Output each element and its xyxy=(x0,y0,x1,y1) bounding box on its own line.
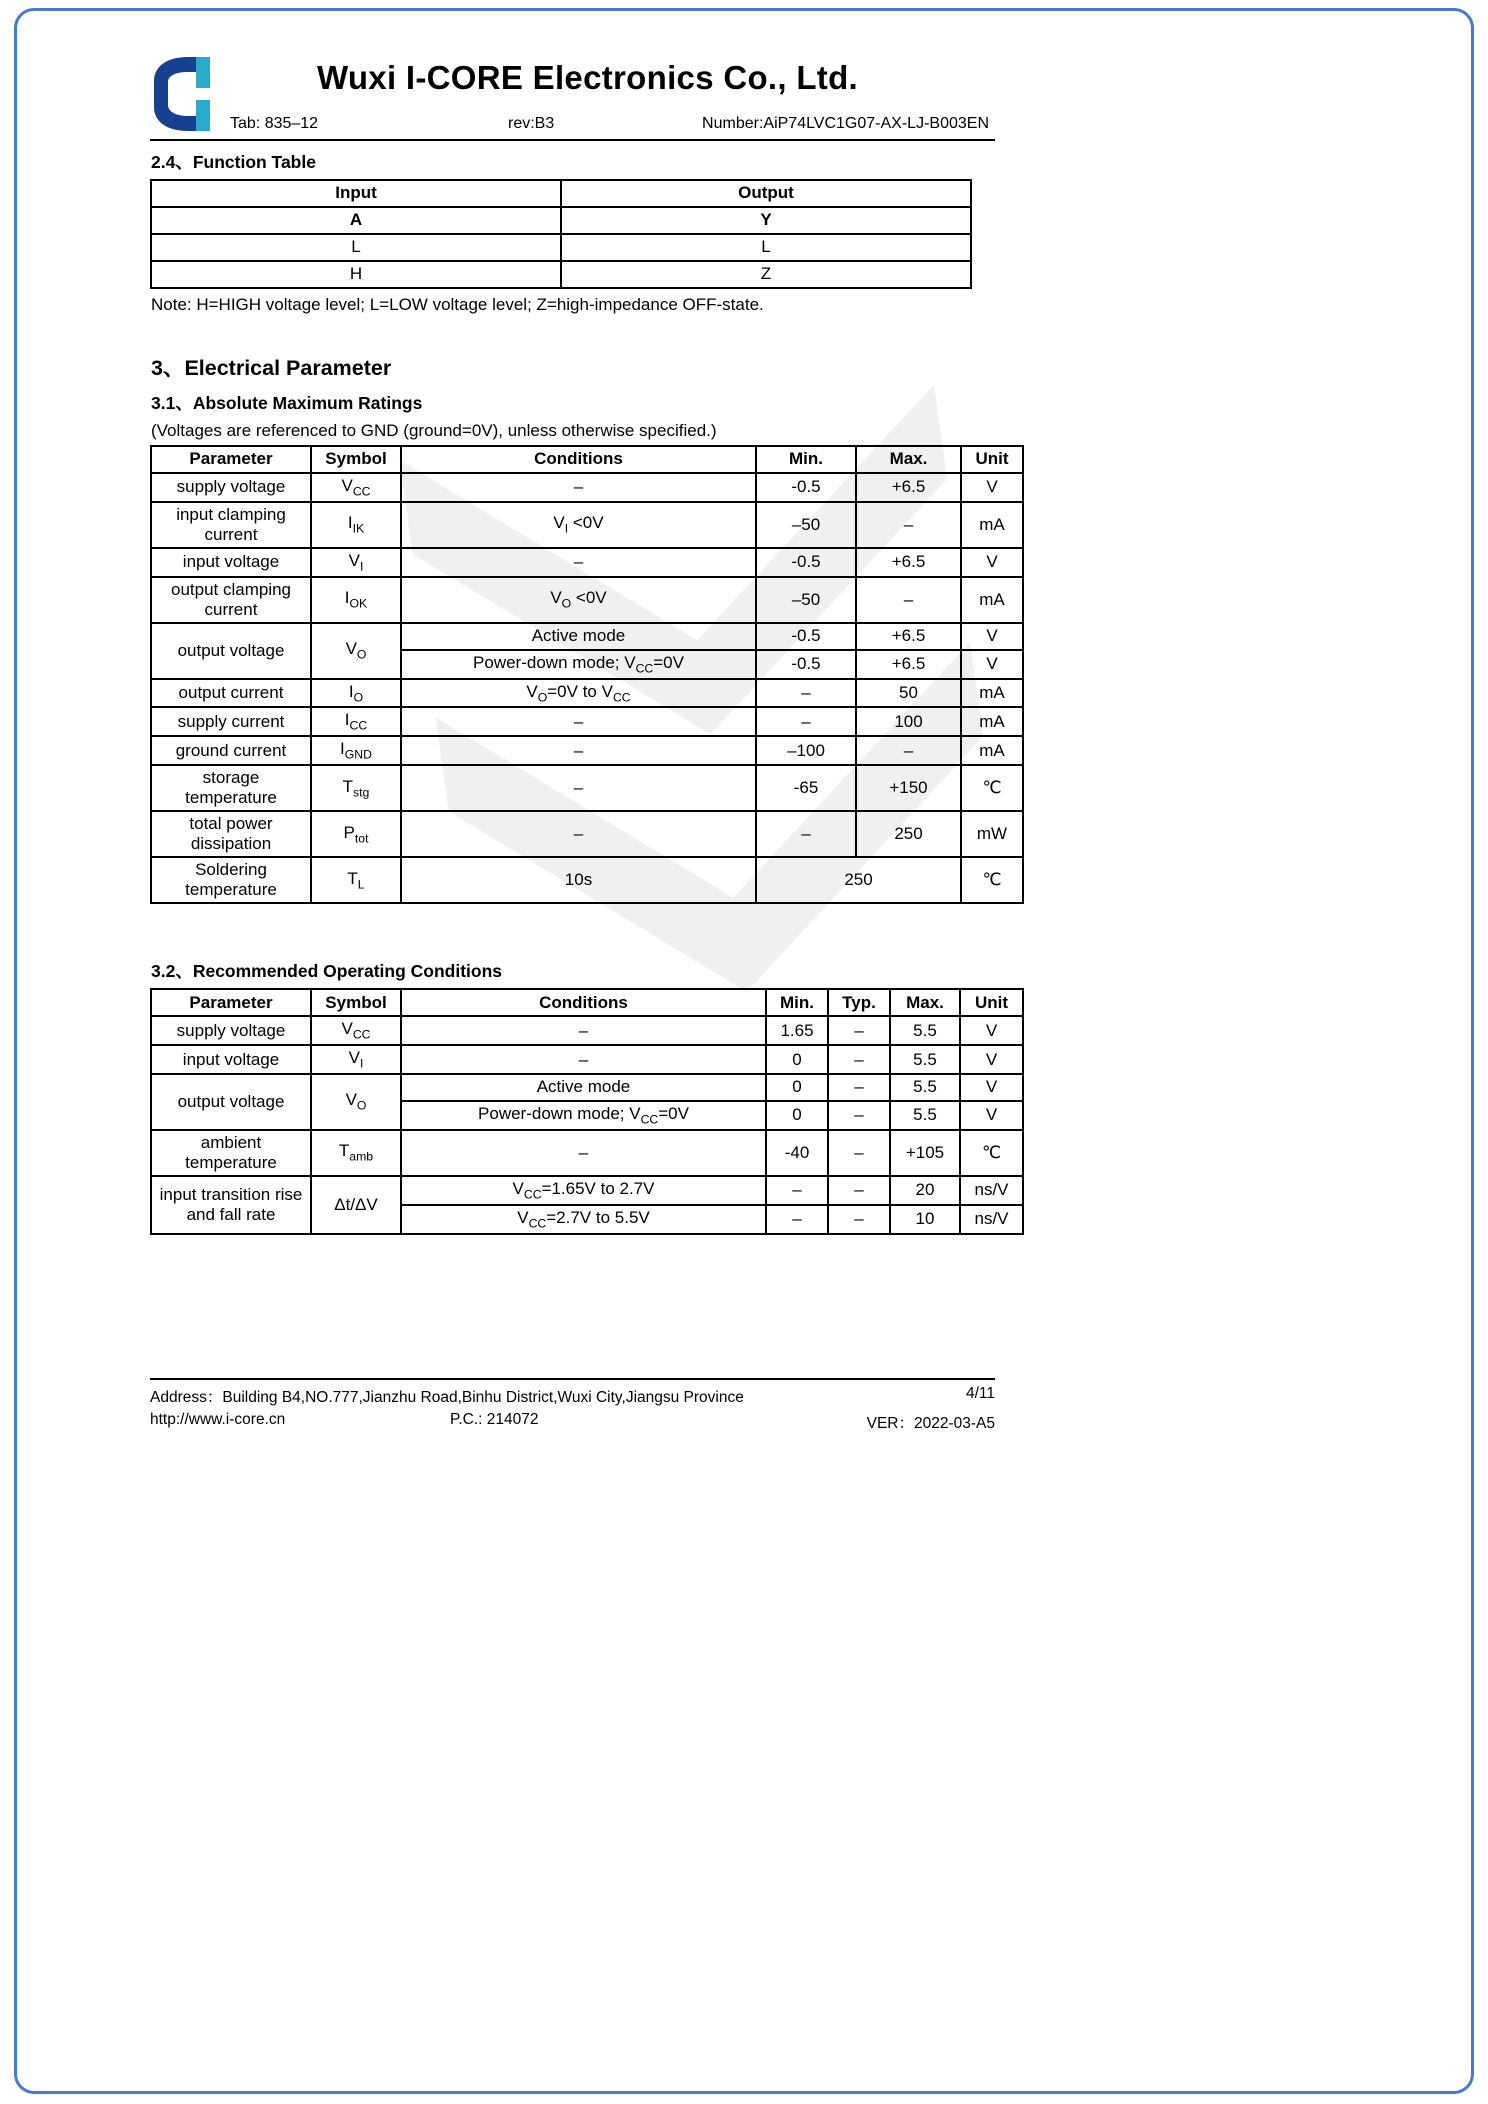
table-cell: – xyxy=(401,1130,766,1176)
table-cell: V xyxy=(960,1101,1023,1130)
table-row xyxy=(151,1176,1023,1205)
footer-address: Address：Building B4,NO.777,Jianzhu Road,Binhu District,Wuxi City,Jiangsu Province xyxy=(150,1389,744,1406)
table-cell: – xyxy=(828,1101,890,1130)
table-cell: +6.5 xyxy=(856,650,961,679)
table-cell: 10s xyxy=(401,857,756,903)
absolute-maximum-ratings-table xyxy=(150,445,1024,904)
table-cell: output clamping current xyxy=(151,577,311,623)
table-cell: $V_{CC}=1.65V$ to 2.7V xyxy=(401,1176,766,1205)
table-cell: +150 xyxy=(856,765,961,811)
table-cell: – xyxy=(828,1130,890,1176)
table-cell: -40 xyxy=(766,1130,828,1176)
table-cell: Power-down mode; $V_{CC}=0V$ xyxy=(401,1101,766,1130)
table-cell: input voltage xyxy=(151,1045,311,1074)
table-cell: +6.5 xyxy=(856,473,961,502)
table-cell: output voltage xyxy=(151,623,311,679)
doc-rev: rev:B3 xyxy=(508,115,555,132)
column-header: Max. xyxy=(890,989,960,1016)
table-row xyxy=(151,811,1023,857)
table-cell: –50 xyxy=(756,502,856,548)
table-cell: input clamping current xyxy=(151,502,311,548)
table-cell: $I_O$ xyxy=(311,679,401,708)
table-row xyxy=(151,473,1023,502)
table-cell: Input xyxy=(151,180,561,207)
table-row xyxy=(151,1045,1023,1074)
table-row xyxy=(151,577,1023,623)
table-cell: 20 xyxy=(890,1176,960,1205)
function-table xyxy=(150,179,972,289)
table-cell: -0.5 xyxy=(756,548,856,577)
table-cell: -65 xyxy=(756,765,856,811)
table-cell: $V_I$ xyxy=(311,1045,401,1074)
table-cell: – xyxy=(401,548,756,577)
table-cell: $I_{GND}$ xyxy=(311,736,401,765)
table-cell: V xyxy=(961,623,1023,650)
table-cell: – xyxy=(401,811,756,857)
table-row xyxy=(151,1074,1023,1101)
footer-version: VER：2022-03-A5 xyxy=(866,1415,995,1432)
column-header: Conditions xyxy=(401,446,756,473)
doc-tab: Tab: 835–12 xyxy=(230,115,319,132)
table-cell: 250 xyxy=(756,857,961,903)
table-cell: L xyxy=(151,234,561,261)
table-cell: mA xyxy=(961,707,1023,736)
table-cell: input transition rise and fall rate xyxy=(151,1176,311,1234)
table-cell: – xyxy=(856,502,961,548)
table-cell: – xyxy=(401,473,756,502)
table-cell: 0 xyxy=(766,1074,828,1101)
table-row xyxy=(151,502,1023,548)
table-cell: $T_{stg}$ xyxy=(311,765,401,811)
table-cell: $V_{CC}=2.7V$ to 5.5V xyxy=(401,1205,766,1234)
table-cell: 1.65 xyxy=(766,1016,828,1045)
table-cell: Active mode xyxy=(401,1074,766,1101)
table-cell: Δt/ΔV xyxy=(311,1176,401,1234)
table-cell: V xyxy=(961,548,1023,577)
table-cell: – xyxy=(828,1205,890,1234)
column-header: Symbol xyxy=(311,989,401,1016)
table-cell: Power-down mode; $V_{CC}=0V$ xyxy=(401,650,756,679)
table-cell: 5.5 xyxy=(890,1101,960,1130)
table-cell: $V_I$ xyxy=(311,548,401,577)
table-cell: V xyxy=(960,1074,1023,1101)
table-cell: – xyxy=(766,1205,828,1234)
table-cell: 50 xyxy=(856,679,961,708)
table-cell: V xyxy=(960,1016,1023,1045)
table-cell: – xyxy=(828,1045,890,1074)
table-cell: ℃ xyxy=(961,765,1023,811)
table-cell: – xyxy=(856,577,961,623)
table-cell: $V_O=0V$ to $V_{CC}$ xyxy=(401,679,756,708)
table-cell: – xyxy=(756,679,856,708)
table-cell: mA xyxy=(961,502,1023,548)
section-title-function-table: 2.4、Function Table xyxy=(151,152,316,172)
table-cell: 100 xyxy=(856,707,961,736)
amr-note: (Voltages are referenced to GND (ground=0V), unless otherwise specified.) xyxy=(151,421,717,440)
company-name: Wuxi I-CORE Electronics Co., Ltd. xyxy=(316,59,858,96)
document-footer xyxy=(150,1378,995,1433)
table-cell: 0 xyxy=(766,1101,828,1130)
table-cell: –100 xyxy=(756,736,856,765)
table-cell: $V_O <0V$ xyxy=(401,577,756,623)
footer-postcode: P.C.: 214072 xyxy=(450,1411,539,1428)
table-cell: $P_{tot}$ xyxy=(311,811,401,857)
table-cell: $V_O$ xyxy=(311,1074,401,1130)
table-cell: storage temperature xyxy=(151,765,311,811)
column-header: Symbol xyxy=(311,446,401,473)
function-table-note: Note: H=HIGH voltage level; L=LOW voltage level; Z=high-impedance OFF-state. xyxy=(151,295,764,314)
table-cell: ℃ xyxy=(960,1130,1023,1176)
table-cell: total power dissipation xyxy=(151,811,311,857)
column-header: Unit xyxy=(961,446,1023,473)
table-cell: – xyxy=(401,736,756,765)
table-cell: Output xyxy=(561,180,971,207)
table-cell: – xyxy=(756,707,856,736)
table-cell: ambient temperature xyxy=(151,1130,311,1176)
document-page xyxy=(150,55,1022,1235)
table-cell: –50 xyxy=(756,577,856,623)
table-cell: output voltage xyxy=(151,1074,311,1130)
table-row xyxy=(151,1016,1023,1045)
table-cell: 5.5 xyxy=(890,1016,960,1045)
column-header: Max. xyxy=(856,446,961,473)
recommended-operating-conditions-table xyxy=(150,988,1024,1234)
table-cell: – xyxy=(828,1074,890,1101)
table-header-row xyxy=(151,446,1023,473)
table-cell: V xyxy=(961,473,1023,502)
table-cell: +6.5 xyxy=(856,623,961,650)
column-header: Parameter xyxy=(151,446,311,473)
header-meta xyxy=(150,115,995,135)
table-cell: ℃ xyxy=(961,857,1023,903)
page-number: 4/11 xyxy=(965,1385,995,1402)
column-header: Conditions xyxy=(401,989,766,1016)
document-header xyxy=(150,55,995,141)
column-header: Typ. xyxy=(828,989,890,1016)
table-cell: A xyxy=(151,207,561,234)
table-row xyxy=(151,679,1023,708)
table-row xyxy=(151,234,971,261)
table-cell: – xyxy=(401,707,756,736)
table-cell: -0.5 xyxy=(756,623,856,650)
section-title-roc: 3.2、Recommended Operating Conditions xyxy=(151,961,503,982)
table-cell: -0.5 xyxy=(756,650,856,679)
table-cell: supply voltage xyxy=(151,1016,311,1045)
table-cell: mW xyxy=(961,811,1023,857)
table-cell: L xyxy=(561,234,971,261)
table-cell: H xyxy=(151,261,561,288)
table-cell: supply current xyxy=(151,707,311,736)
table-cell: V xyxy=(961,650,1023,679)
table-cell: +105 xyxy=(890,1130,960,1176)
footer-row-2 xyxy=(150,1411,995,1433)
table-cell: 10 xyxy=(890,1205,960,1234)
table-row xyxy=(151,736,1023,765)
table-cell: $V_I <0V$ xyxy=(401,502,756,548)
table-cell: supply voltage xyxy=(151,473,311,502)
table-cell: $I_{IK}$ xyxy=(311,502,401,548)
section-title-amr: 3.1、Absolute Maximum Ratings xyxy=(151,393,423,413)
table-cell: ns/V xyxy=(960,1205,1023,1234)
table-row xyxy=(151,857,1023,903)
footer-row-1 xyxy=(150,1385,995,1407)
table-cell: Z xyxy=(561,261,971,288)
table-cell: $V_{CC}$ xyxy=(311,473,401,502)
table-cell: – xyxy=(401,1045,766,1074)
table-cell: 5.5 xyxy=(890,1045,960,1074)
table-cell: $T_{amb}$ xyxy=(311,1130,401,1176)
table-cell: 5.5 xyxy=(890,1074,960,1101)
table-cell: Active mode xyxy=(401,623,756,650)
table-cell: $V_{CC}$ xyxy=(311,1016,401,1045)
table-cell: mA xyxy=(961,577,1023,623)
table-cell: Y xyxy=(561,207,971,234)
table-cell: mA xyxy=(961,679,1023,708)
table-cell: $I_{CC}$ xyxy=(311,707,401,736)
table-cell: $V_O$ xyxy=(311,623,401,679)
table-cell: +6.5 xyxy=(856,548,961,577)
table-cell: ns/V xyxy=(960,1176,1023,1205)
table-cell: V xyxy=(960,1045,1023,1074)
table-cell: – xyxy=(756,811,856,857)
column-header: Parameter xyxy=(151,989,311,1016)
table-cell: ground current xyxy=(151,736,311,765)
table-row xyxy=(151,707,1023,736)
table-cell: output current xyxy=(151,679,311,708)
table-row xyxy=(151,548,1023,577)
table-cell: $T_L$ xyxy=(311,857,401,903)
table-cell: – xyxy=(856,736,961,765)
column-header: Min. xyxy=(756,446,856,473)
table-row xyxy=(151,261,971,288)
table-cell: 0 xyxy=(766,1045,828,1074)
column-header: Min. xyxy=(766,989,828,1016)
table-cell: – xyxy=(766,1176,828,1205)
table-header-row xyxy=(151,989,1023,1016)
table-row xyxy=(151,623,1023,650)
table-cell: mA xyxy=(961,736,1023,765)
table-cell: Soldering temperature xyxy=(151,857,311,903)
table-cell: – xyxy=(401,1016,766,1045)
footer-website: http://www.i-core.cn xyxy=(150,1411,286,1428)
table-cell: $I_{OK}$ xyxy=(311,577,401,623)
table-row xyxy=(151,180,971,207)
table-cell: -0.5 xyxy=(756,473,856,502)
table-cell: – xyxy=(401,765,756,811)
table-row xyxy=(151,1130,1023,1176)
table-row xyxy=(151,207,971,234)
table-row xyxy=(151,765,1023,811)
section-title-electrical: 3、Electrical Parameter xyxy=(151,356,392,380)
doc-number: Number:AiP74LVC1G07-AX-LJ-B003EN xyxy=(702,115,989,132)
column-header: Unit xyxy=(960,989,1023,1016)
table-cell: input voltage xyxy=(151,548,311,577)
table-cell: – xyxy=(828,1016,890,1045)
table-cell: 250 xyxy=(856,811,961,857)
table-cell: – xyxy=(828,1176,890,1205)
